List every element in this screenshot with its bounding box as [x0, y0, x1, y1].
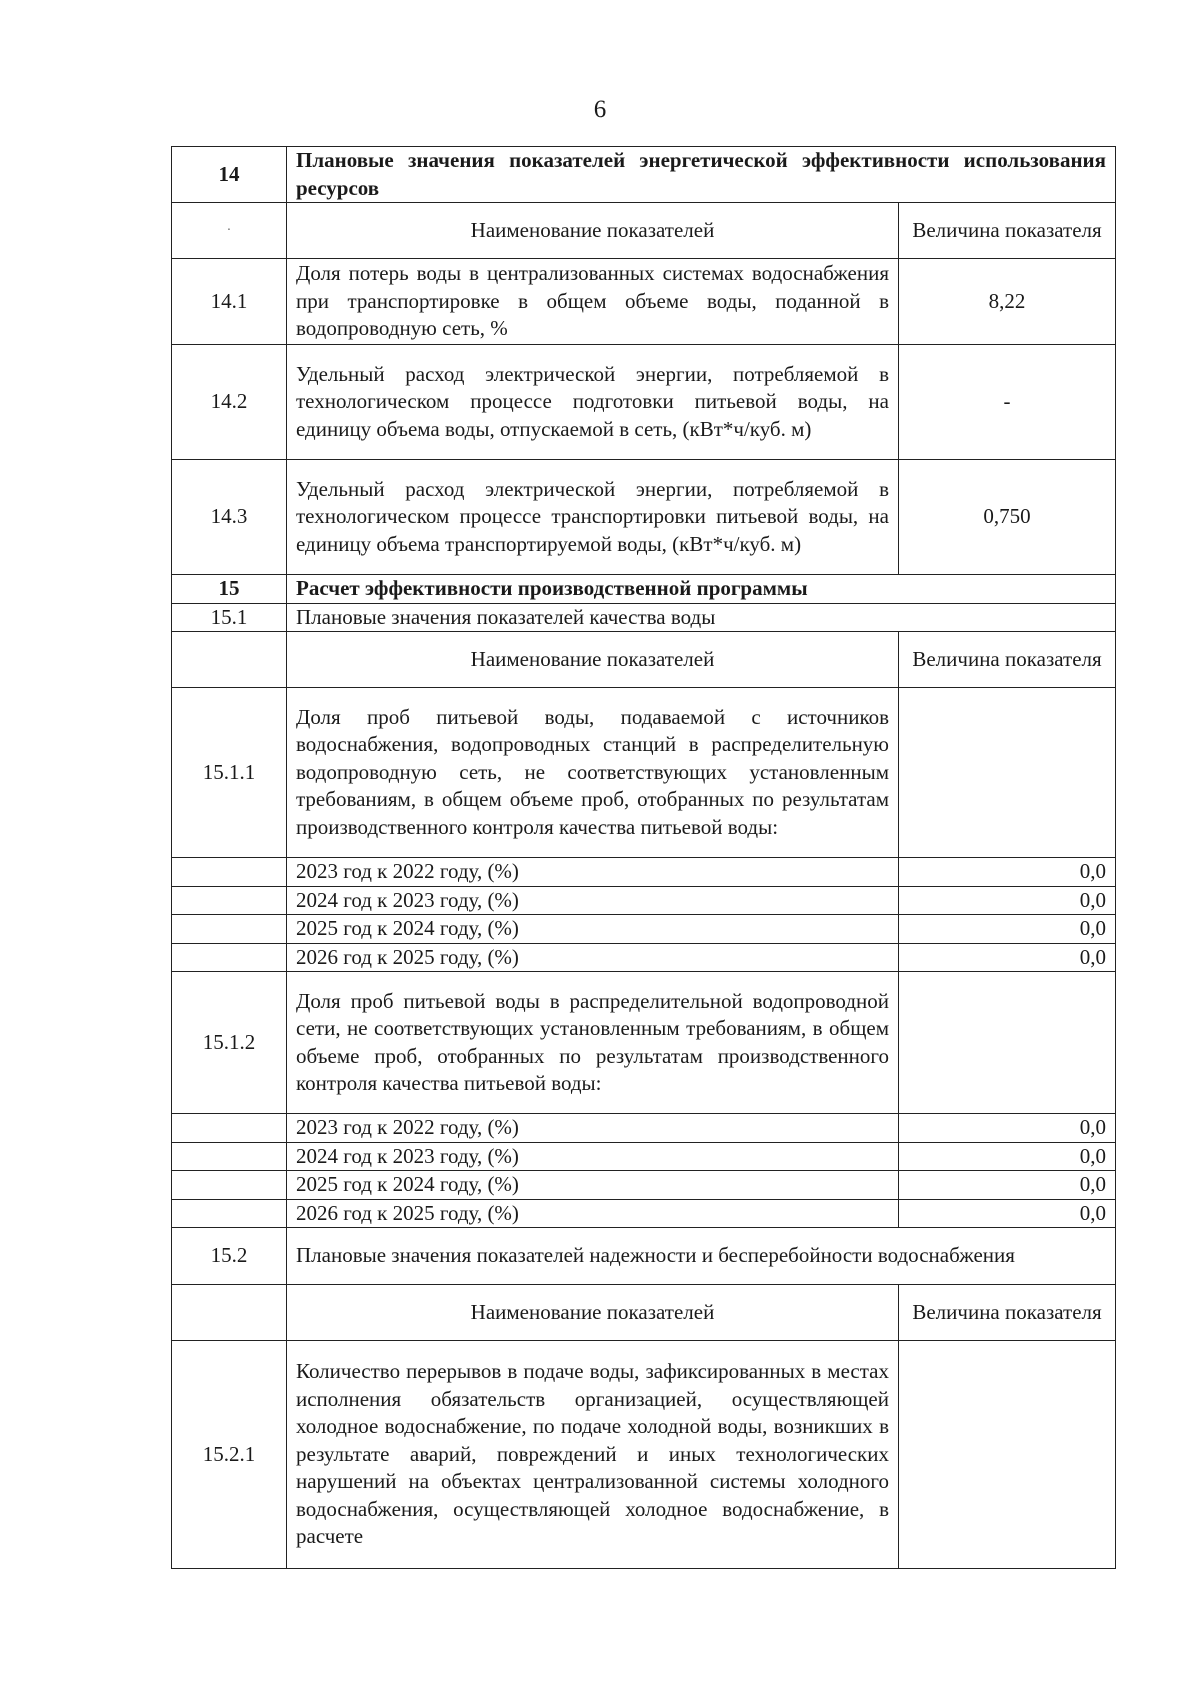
table-row	[172, 345, 1116, 460]
table-row	[172, 259, 1116, 345]
indicator-text: Удельный расход электрической энергии, потребляемой в технологическом процессе подготовки питьевой воды, на единицу объема воды, отпускаемой в сеть, (кВт*ч/куб. м)	[287, 345, 899, 460]
header-indicator-name: Наименование показателей	[287, 203, 899, 259]
year-value: 0,0	[899, 1199, 1116, 1228]
table-row	[172, 1341, 1116, 1569]
year-value: 0,0	[899, 886, 1116, 915]
subsection-15-2-row	[172, 1228, 1116, 1285]
section-15-title: Расчет эффективности производственной программы	[287, 575, 1116, 604]
year-row	[172, 943, 1116, 972]
year-blank-cell	[172, 886, 287, 915]
row-number: 14.1	[172, 259, 287, 345]
row-number: 14.2	[172, 345, 287, 460]
year-label: 2026 год к 2025 году, (%)	[287, 1199, 899, 1228]
year-blank-cell	[172, 1114, 287, 1143]
indicator-text: Доля проб питьевой воды в распределительной водопроводной сети, не соответствующих установленным требованиям, в общем объеме проб, отобранных по результатам производственного контроля качества питьевой воды:	[287, 972, 899, 1114]
page-number: 6	[593, 96, 607, 123]
year-row	[172, 915, 1116, 944]
indicator-value: -	[899, 345, 1116, 460]
row-number: 15.1.1	[172, 688, 287, 858]
subsection-15-1-number: 15.1	[172, 603, 287, 632]
section-15-row	[172, 575, 1116, 604]
year-label: 2025 год к 2024 году, (%)	[287, 915, 899, 944]
year-label: 2024 год к 2023 году, (%)	[287, 886, 899, 915]
header-indicator-name: Наименование показателей	[287, 632, 899, 688]
year-blank-cell	[172, 1171, 287, 1200]
indicator-text: Количество перерывов в подаче воды, зафиксированных в местах исполнения обязательств организацией, осуществляющей холодное водоснабжение, по подаче холодной воды, возникших в результате аварий, повреждений и иных технологических нарушений на объектах централизованной системы холодного водоснабжения, осуществляющей холодное водоснабжение, в расчете	[287, 1341, 899, 1569]
subsection-15-2-header-row	[172, 1285, 1116, 1341]
year-row	[172, 1171, 1116, 1200]
year-row	[172, 1142, 1116, 1171]
year-row	[172, 886, 1116, 915]
year-label: 2025 год к 2024 году, (%)	[287, 1171, 899, 1200]
indicator-value-empty	[899, 972, 1116, 1114]
year-value: 0,0	[899, 915, 1116, 944]
year-blank-cell	[172, 858, 287, 887]
indicator-text: Доля потерь воды в централизованных системах водоснабжения при транспортировке в общем объеме воды, поданной в водопроводную сеть, %	[287, 259, 899, 345]
section-14-header-row	[172, 203, 1116, 259]
row-number: 14.3	[172, 460, 287, 575]
subsection-15-1-header-row	[172, 632, 1116, 688]
year-row	[172, 858, 1116, 887]
year-label: 2026 год к 2025 году, (%)	[287, 943, 899, 972]
year-value: 0,0	[899, 1114, 1116, 1143]
row-number: 15.1.2	[172, 972, 287, 1114]
header-indicator-value: Величина показателя	[899, 1285, 1116, 1341]
indicator-text: Доля проб питьевой воды, подаваемой с источников водоснабжения, водопроводных станций в распределительную водопроводную сеть, не соответствующих установленным требованиям, в общем объеме проб, отобранных по результатам производственного контроля качества питьевой воды:	[287, 688, 899, 858]
header-blank-cell: ·	[172, 203, 287, 259]
section-15-number: 15	[172, 575, 287, 604]
year-label: 2024 год к 2023 году, (%)	[287, 1142, 899, 1171]
year-value: 0,0	[899, 858, 1116, 887]
indicator-value: 0,750	[899, 460, 1116, 575]
indicator-value-empty	[899, 688, 1116, 858]
year-blank-cell	[172, 1142, 287, 1171]
year-blank-cell	[172, 943, 287, 972]
table-row	[172, 688, 1116, 858]
indicator-value: 8,22	[899, 259, 1116, 345]
indicator-value-empty	[899, 1341, 1116, 1569]
section-14-row	[172, 147, 1116, 203]
year-value: 0,0	[899, 1142, 1116, 1171]
subsection-15-1-title: Плановые значения показателей качества воды	[287, 603, 1116, 632]
header-blank-cell	[172, 1285, 287, 1341]
table-row	[172, 972, 1116, 1114]
year-row	[172, 1114, 1116, 1143]
year-blank-cell	[172, 1199, 287, 1228]
year-value: 0,0	[899, 1171, 1116, 1200]
year-value: 0,0	[899, 943, 1116, 972]
table-row	[172, 460, 1116, 575]
header-indicator-value: Величина показателя	[899, 632, 1116, 688]
subsection-15-2-title: Плановые значения показателей надежности и бесперебойности водоснабжения	[287, 1228, 1116, 1285]
indicator-text: Удельный расход электрической энергии, потребляемой в технологическом процессе транспортировки питьевой воды, на единицу объема транспортируемой воды, (кВт*ч/куб. м)	[287, 460, 899, 575]
year-label: 2023 год к 2022 году, (%)	[287, 858, 899, 887]
subsection-15-1-row	[172, 603, 1116, 632]
year-blank-cell	[172, 915, 287, 944]
year-label: 2023 год к 2022 году, (%)	[287, 1114, 899, 1143]
header-blank-cell	[172, 632, 287, 688]
year-row	[172, 1199, 1116, 1228]
indicators-table	[171, 146, 1116, 1569]
section-14-number: 14	[172, 147, 287, 203]
subsection-15-2-number: 15.2	[172, 1228, 287, 1285]
section-14-title: Плановые значения показателей энергетической эффективности использования ресурсов	[287, 147, 1116, 203]
header-indicator-name: Наименование показателей	[287, 1285, 899, 1341]
row-number: 15.2.1	[172, 1341, 287, 1569]
header-indicator-value: Величина показателя	[899, 203, 1116, 259]
